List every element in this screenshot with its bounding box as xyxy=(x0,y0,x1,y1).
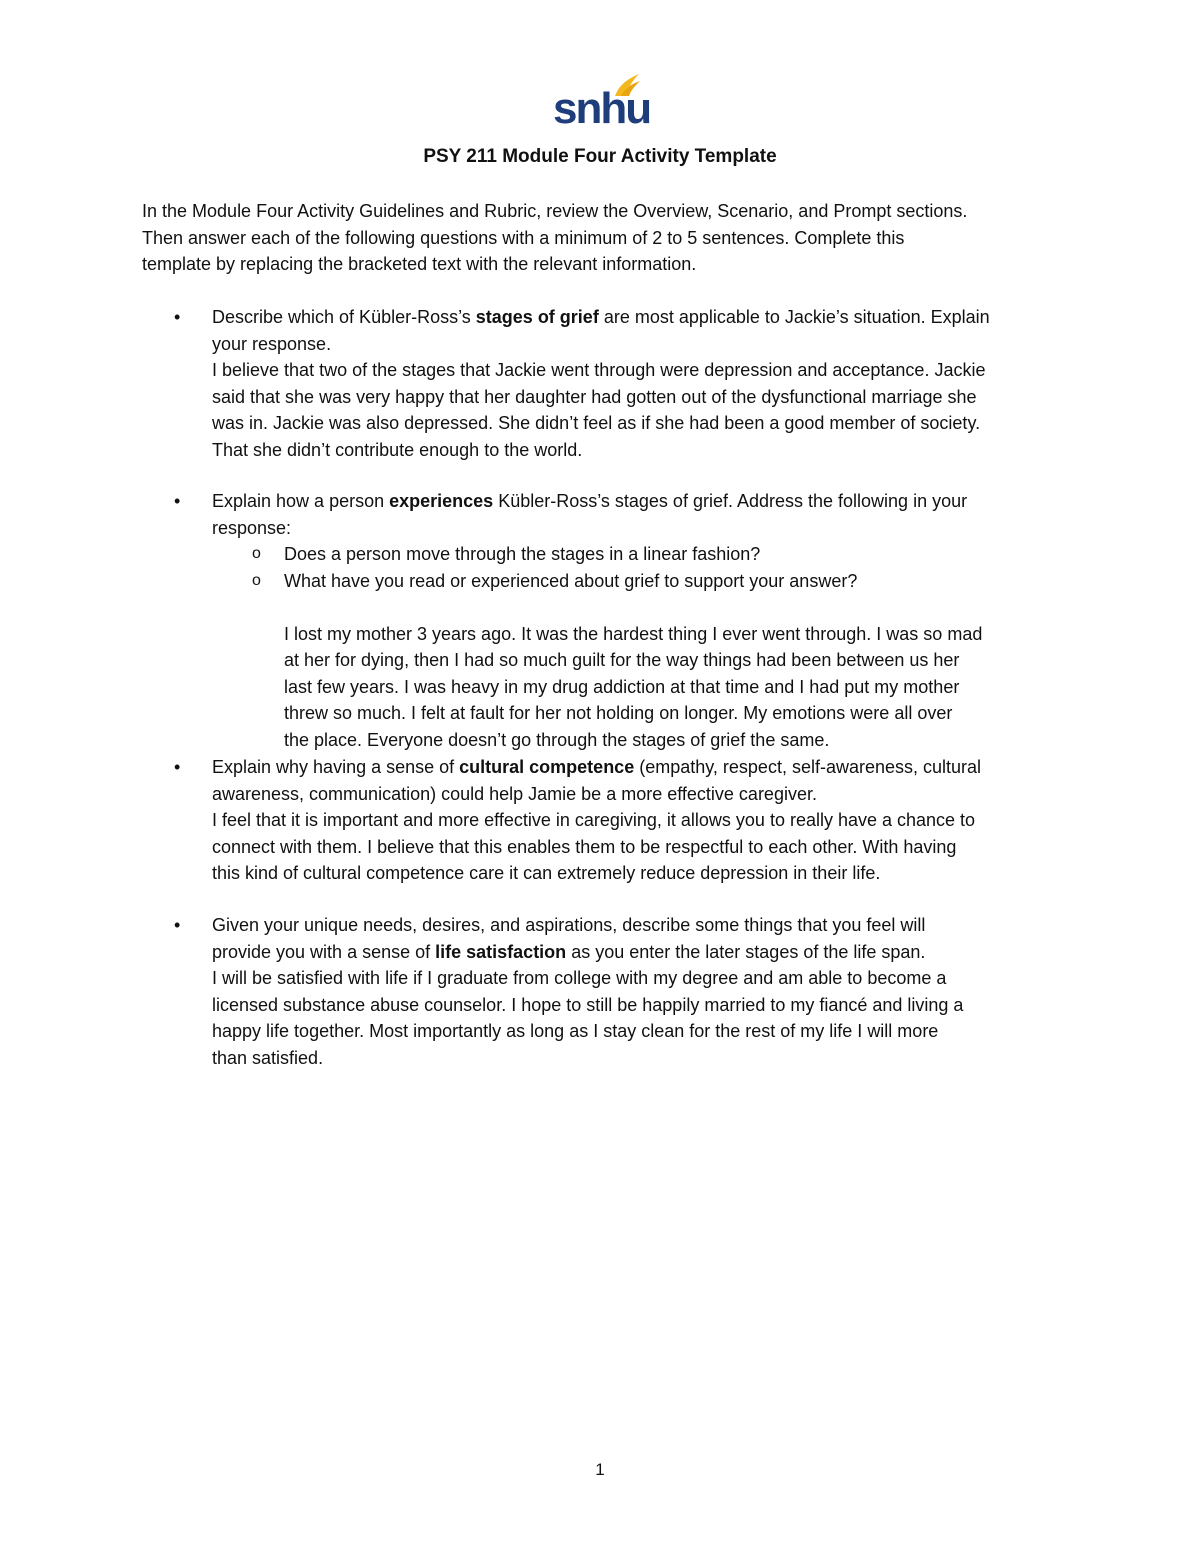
sub-bullet: o xyxy=(252,571,261,589)
intro-paragraph xyxy=(142,198,1062,278)
question-3-text xyxy=(212,754,1072,887)
bullet: • xyxy=(174,491,181,511)
answer-line: I lost my mother 3 years ago. It was the hardest thing I ever went through. I was so mad xyxy=(284,623,983,644)
question-4 xyxy=(142,912,1072,1071)
question-2 xyxy=(142,488,1072,753)
sub-list xyxy=(212,541,1072,753)
intro-line: Then answer each of the following questions with a minimum of 2 to 5 sentences. Complete this xyxy=(142,227,905,248)
spacer xyxy=(212,594,1072,621)
answer-line: I will be satisfied with life if I graduate from college with my degree and am able to become a xyxy=(212,968,947,988)
question-1 xyxy=(142,304,1072,463)
answer-line: was in. Jackie was also depressed. She didn’t feel as if she had been a good member of society. xyxy=(212,413,981,433)
question-line: provide you with a sense of life satisfaction as you enter the later stages of the life span. xyxy=(212,941,926,962)
sub-item xyxy=(212,568,1072,595)
question-line: Given your unique needs, desires, and aspirations, describe some things that you feel will xyxy=(212,915,926,935)
bullet: • xyxy=(174,757,181,777)
answer-line: happy life together. Most importantly as long as I stay clean for the rest of my life I will more xyxy=(212,1021,939,1041)
answer-line: I feel that it is important and more effective in caregiving, it allows you to really have a chance to xyxy=(212,810,976,830)
intro-line: In the Module Four Activity Guidelines and Rubric, review the Overview, Scenario, and Prompt sections. xyxy=(142,201,968,221)
question-line: awareness, communication) could help Jamie be a more effective caregiver. xyxy=(212,783,817,804)
answer-line: That she didn’t contribute enough to the world. xyxy=(212,439,583,460)
bullet: • xyxy=(174,307,181,327)
question-line: Describe which of Kübler-Ross’s stages of grief are most applicable to Jackie’s situation. Explain xyxy=(212,307,990,327)
answer-line: connect with them. I believe that this enables them to be respectful to each other. With having xyxy=(212,836,957,857)
answer-line: said that she was very happy that her daughter had gotten out of the dysfunctional marriage she xyxy=(212,386,977,407)
sub-bullet: o xyxy=(252,545,261,562)
page-number: 1 xyxy=(595,1460,605,1479)
question-line: response: xyxy=(212,517,292,538)
answer-line: at her for dying, then I had so much guilt for the way things had been between us her xyxy=(284,650,960,670)
answer-line: licensed substance abuse counselor. I hope to still be happily married to my fiancé and living a xyxy=(212,994,964,1015)
question-line: Explain why having a sense of cultural competence (empathy, respect, self-awareness, cultural xyxy=(212,757,982,777)
bullet: • xyxy=(174,915,181,935)
sub-item-text: Does a person move through the stages in a linear fashion? xyxy=(284,544,761,564)
answer-line: than satisfied. xyxy=(212,1047,324,1068)
question-line: Explain how a person experiences Kübler-Ross’s stages of grief. Address the following in your xyxy=(212,491,968,511)
answer-line: last few years. I was heavy in my drug addiction at that time and I had put my mother xyxy=(284,676,960,697)
intro-line: template by replacing the bracketed text with the relevant information. xyxy=(142,254,697,274)
question-1-text xyxy=(212,304,1072,463)
logo-wordmark: snhu xyxy=(553,84,651,133)
answer-line: threw so much. I felt at fault for her not holding on longer. My emotions were all over xyxy=(284,703,953,723)
question-4-text xyxy=(212,912,1072,1071)
answer-line: the place. Everyone doesn’t go through the stages of grief the same. xyxy=(284,729,830,750)
question-3 xyxy=(142,754,1072,887)
answer-line: this kind of cultural competence care it can extremely reduce depression in their life. xyxy=(212,863,881,883)
snhu-logo xyxy=(553,72,651,134)
sub-item xyxy=(212,541,1072,568)
document-title: PSY 211 Module Four Activity Template xyxy=(423,146,777,167)
question-line: your response. xyxy=(212,333,332,354)
answer-line: I believe that two of the stages that Jackie went through were depression and acceptance. Jackie xyxy=(212,360,986,380)
question-2-text xyxy=(212,488,1072,541)
sub-item-text: What have you read or experienced about grief to support your answer? xyxy=(284,570,858,591)
